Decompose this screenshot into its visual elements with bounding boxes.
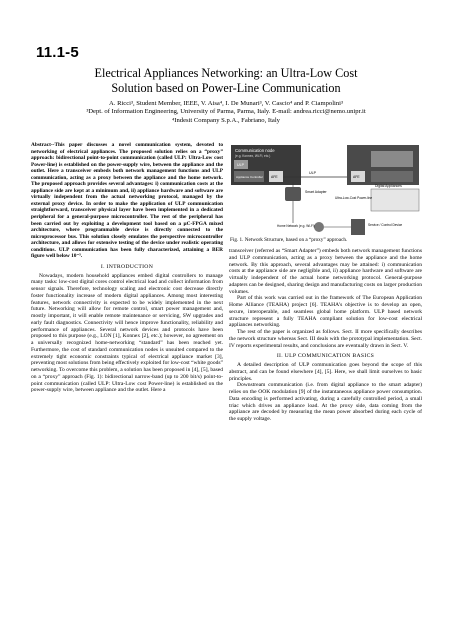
abstract — [31, 142, 223, 260]
left-column — [31, 142, 223, 394]
afe-right-label: AFE — [353, 175, 360, 179]
service-device-icon — [351, 219, 365, 235]
ulp-box-left-label: ULP — [237, 163, 244, 167]
section-heading-basics: II. ULP COMMUNICATION BASICS — [276, 353, 375, 360]
intro-paragraph: Nowadays, modern household appliances embed digital controllers to manage many tasks: low-cost digital cores control electrical load and collect information from sensor signals. Therefore, technology scaling and electronic cost decrease directly foster functionality increase of modern digital appliances. Among most interesting features, network connectivity is expected to be widely implemented in the next future. Networking will allow for remote control, smart power management and, mostly important, it will enable remote maintenance or servicing, SW upgrades and early fault diagnostics. Connectivity will hence improve functionality, reliability and performance of appliances. Several network devices and protocols have been proposed to this purpose (e.g., LON [1], Konnex [2], etc.); however, no agreement on a universally recognized home-networking “standard” has been reached yet. Furthermore, the cost of standard communication nodes is unsuited compared to the extremely tight economic constraints typical of electrical appliance market [3], preventing most solutions from being effectively exploited for low-cost “white goods” networking. To overcome this problem, a solution has been proposed in [4], [5], based on a “proxy” approach (Fig. 1): bidirectional narrow-band (up to 200 bit/s) point-to-point communication (called ULP: Ultra-Low cost Power-line) is established on the power-supply wire, between appliance and the outlet. Here a — [31, 272, 223, 394]
affiliation-1: ³Dept. of Information Engineering, University of Parma, Parma, Italy. E-mail: andrea.ricci@nemo.unipr.it — [86, 108, 366, 116]
ulp-wire-label: ULP — [309, 171, 316, 175]
right-paragraph-3: The rest of the paper is organized as follows. Sect. II more specifically describes the network structure whereas Sect. III deals with the prototypal implementation. Sect. IV reports experimental results, and conclusions are eventually drawn in Sect. V. — [229, 329, 422, 349]
digital-appliances-icon — [371, 189, 419, 211]
paper-tag: 11.1-5 — [36, 44, 79, 61]
author-block — [36, 100, 416, 125]
affiliation-2: ⁴Indesit Company S.p.A., Fabriano, Italy — [172, 116, 280, 124]
basics-paragraph-2: Downstream communication (i.e. from digital appliance to the smart adapter) relies on the OOK modulation [9] of the instantaneous appliance power consumption. Data encoding is performed activating, during a carefully controlled period, a small triac which drives an appliance load. At the proxy side, data coming from the appliance are decoded by measuring the mean power absorbed during each cycle of the supply voltage. — [229, 382, 422, 422]
comm-node-title: Communication node — [235, 148, 275, 153]
digital-appliances-label: Digital Appliances — [375, 184, 402, 188]
section-heading-introduction: I. INTRODUCTION — [100, 263, 154, 270]
title-line-1: Electrical Appliances Networking: an Ultra-Low Cost — [94, 66, 358, 80]
ulp-power-line-label: Ultra-Low-Cost Power-line — [335, 196, 373, 200]
smart-adapter-label: Smart Adapter — [305, 190, 327, 194]
smart-adapter-icon — [285, 187, 301, 201]
service-control-label: Service / Control Device — [368, 223, 403, 227]
authors-line: A. Ricci³, Student Member, IEEE, V. Aisa⁴, I. De Munari³, V. Cascio⁴ and P. Ciampolini³ — [109, 100, 343, 107]
home-network-label: Home Network (e.g. Wi-Fi) — [277, 224, 315, 228]
abstract-text: Abstract--This paper discusses a novel communication system, devoted to networking of electrical appliances. The proposed solution relies on a “proxy” approach: bidirectional point-to-point communication (called ULP: Ultra-Low cost Power-line) is established on the power-supply wire, between the appliance and the outlet. Here a transceiver embeds both network management functions and ULP communication, acting as a proxy between the appliance and the home network. The proposed approach provides several advantages: i) communication costs at the appliance side are kept at a minimum and, ii) appliance hardware and software are virtually independent from the actual networking protocol, managed by the external proxy device. In order to make the application of ULP communication straightforward, transceiver physical layer have been implemented in a dedicated peripheral for a general-purpose microcontroller. The rest of the peripheral has been carried out by exploiting a development tool based on a µC-FPGA mixed architecture, where programmable device is directly connected to the microprocessor bus. This solution closely emulates the perspective microcontroller architecture, and allows for extensive testing of the device under realistic operating conditions. ULP communication has been fully characterized, attaining a BER figure well below 10⁻⁵. — [31, 142, 223, 260]
figure-caption: Fig. 1. Network Structure, based on a “proxy” approach. — [230, 237, 348, 243]
appliance-internal-box — [371, 151, 413, 167]
title-line-2: Solution based on Power-Line Communication — [111, 81, 341, 95]
basics-paragraph-1: A detailed description of ULP communication goes beyond the scope of this abstract, and can be found elsewhere [4], [5]. Here, we shall limit ourselves to basic principles. — [229, 362, 422, 382]
appliance-controller-label: Appliance Controller — [236, 175, 264, 179]
afe-left-label: AFE — [271, 175, 278, 179]
right-paragraph-1: transceiver (referred as “Smart Adapter”) embeds both network management functions and ULP communication, acting as a proxy between the appliance and the home network. By this approach, several advantages may be attained: i) communication costs at the appliance side are negligible and, ii) appliance hardware and software are virtually independent of the actual home networking protocol. General-purpose adapters can be designed, sharing design and manufacturing costs on larger production volumes. — [229, 248, 422, 295]
appliance-controller-right-box — [371, 171, 413, 182]
comm-node-sub: (e.g. Konnex, Wi-Fi, etc.) — [235, 154, 271, 158]
figure-network-structure — [229, 141, 422, 241]
network-diagram — [229, 141, 422, 239]
right-paragraph-2: Part of this work was carried out in the framework of The European Application Home Alliance (TEAHA) project [6]. TEAHA’s objective is to develop an open, secure, interoperable, and seamless global home platform. ULP based network structure represent a fully TEAHA compliant solution for low-cost electrical appliances networking. — [229, 295, 422, 329]
home-network-icon — [314, 222, 324, 232]
paper-title — [40, 66, 412, 96]
right-column — [229, 248, 422, 423]
